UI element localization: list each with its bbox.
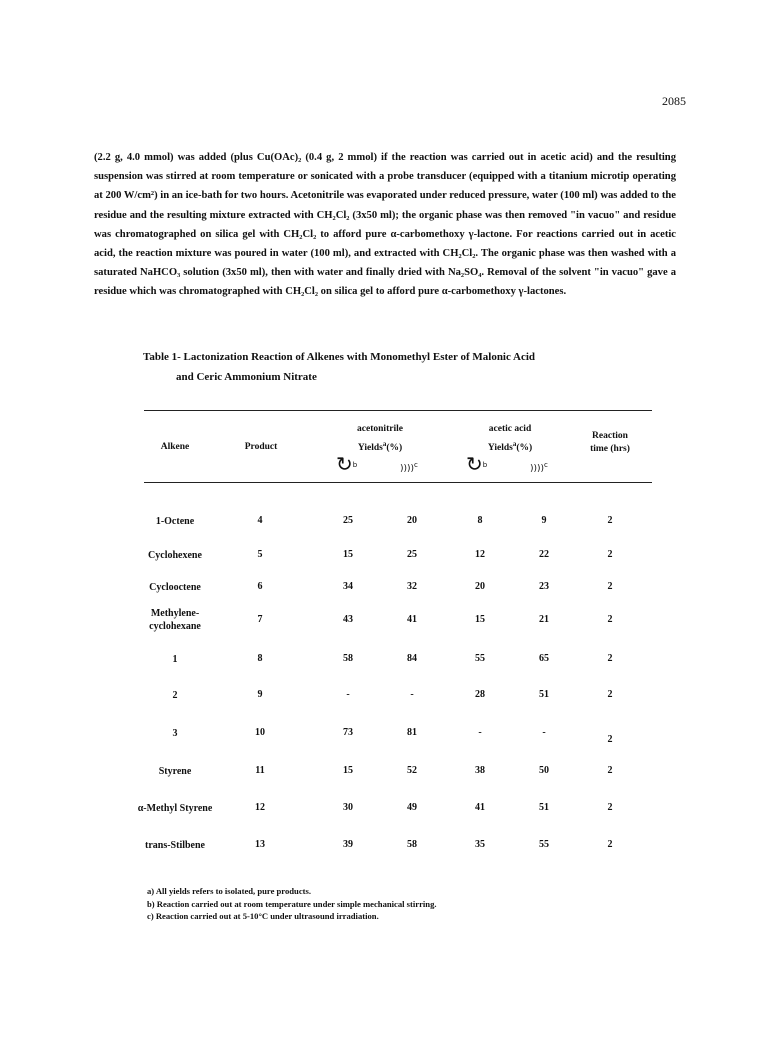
cell-acn-sonic: 41 — [407, 614, 417, 625]
cell-ac-stir: 41 — [475, 802, 485, 813]
header-acetic-acid: acetic acid — [488, 424, 532, 434]
cell-acn-stir: 39 — [343, 839, 353, 850]
cell-product: 6 — [257, 581, 263, 592]
cell-ac-stir: 15 — [475, 614, 485, 625]
cell-acn-sonic: 20 — [407, 515, 417, 526]
cell-acn-sonic: 52 — [407, 765, 417, 776]
cell-ac-stir: 12 — [475, 549, 485, 560]
cell-alkene: α-Methyl Styrene — [137, 803, 213, 814]
cell-alkene: Cyclooctene — [149, 582, 201, 593]
cell-alkene: 1-Octene — [155, 516, 195, 527]
cell-alkene: Cyclohexene — [148, 550, 202, 561]
table-caption-line1: Table 1- Lactonization Reaction of Alkenes with Monomethyl Ester of Malonic Acid — [143, 351, 536, 363]
cell-product: 13 — [255, 839, 265, 850]
table-top-rule — [144, 410, 652, 411]
cell-acn-stir: 15 — [343, 765, 353, 776]
cell-alkene: Styrene — [158, 766, 192, 777]
cell-acn-sonic: 32 — [407, 581, 417, 592]
stirring-icon: ↻$^b$ — [466, 452, 488, 476]
cell-ac-stir: 8 — [477, 515, 483, 526]
cell-time: 2 — [607, 734, 613, 745]
cell-product: 8 — [257, 653, 263, 664]
cell-time: 2 — [607, 515, 613, 526]
cell-alkene: 2 — [172, 690, 178, 701]
cell-ac-sonic: 50 — [539, 765, 549, 776]
cell-ac-sonic: 22 — [539, 549, 549, 560]
cell-product: 7 — [257, 614, 263, 625]
header-product: Product — [244, 442, 278, 452]
cell-ac-stir: 35 — [475, 839, 485, 850]
cell-acn-sonic: - — [410, 689, 414, 700]
footnote-c: c) Reaction carried out at 5-10°C under ultrasound irradiation. — [147, 911, 379, 921]
cell-time: 2 — [607, 614, 613, 625]
cell-time: 2 — [607, 653, 613, 664]
cell-time: 2 — [607, 549, 613, 560]
cell-acn-stir: 15 — [343, 549, 353, 560]
cell-acn-stir: 58 — [343, 653, 353, 664]
cell-ac-stir: 38 — [475, 765, 485, 776]
table-header-rule — [144, 482, 652, 483]
header-acetonitrile: acetonitrile — [357, 424, 403, 434]
cell-acn-stir: 34 — [343, 581, 353, 592]
cell-ac-sonic: - — [542, 727, 546, 738]
cell-alkene: Methylene- cyclohexane — [149, 608, 201, 632]
cell-product: 9 — [257, 689, 263, 700]
cell-acn-stir: 30 — [343, 802, 353, 813]
cell-acn-stir: - — [346, 689, 350, 700]
ultrasound-icon: ))))$^c$ — [530, 461, 548, 474]
cell-product: 5 — [257, 549, 263, 560]
cell-acn-stir: 73 — [343, 727, 353, 738]
footnote-a: a) All yields refers to isolated, pure products. — [147, 886, 311, 896]
cell-ac-sonic: 23 — [539, 581, 549, 592]
stirring-icon: ↻$^b$ — [336, 452, 358, 476]
cell-acn-sonic: 81 — [407, 727, 417, 738]
table-footnotes — [147, 885, 647, 923]
cell-ac-sonic: 55 — [539, 839, 549, 850]
cell-time: 2 — [607, 581, 613, 592]
cell-product: 11 — [255, 765, 265, 776]
cell-time: 2 — [607, 802, 613, 813]
header-acetonitrile-yields: Yields$^a$(%) — [357, 440, 403, 454]
cell-ac-stir: - — [478, 727, 482, 738]
cell-acn-sonic: 25 — [407, 549, 417, 560]
cell-ac-sonic: 9 — [541, 515, 547, 526]
cell-acn-sonic: 58 — [407, 839, 417, 850]
body-paragraph: (2.2 g, 4.0 mmol) was added (plus Cu(OAc)₂ (0.4 g, 2 mmol) if the reaction was carried out in acetic acid) and the resulting suspension was stirred at room temperature or sonicated with a probe transducer (equipped with a titanium microtip operating at 200 W/cm²) in an ice-bath for two hours. Acetonitrile was evaporated under reduced pressure, water (100 ml) was added to the residue and the resulting mixture extracted with CH₂Cl₂ (3x50 ml); the organic phase was then removed "in vacuo" and residue was chromatographed on silica gel with CH₂Cl₂ to afford pure α-carbomethoxy γ-lactone. For reactions carried out in acetic acid, the reaction mixture was poured in water (100 ml), and extracted with CH₂Cl₂. The organic phase was then washed with a saturated NaHCO₃ solution (3x50 ml), then with water and finally dried with Na₂SO₄. Removal of the solvent "in vacuo" gave a residue which was chromatographed with CH₂Cl₂ on silica gel to afford pure α-carbomethoxy γ-lactones. — [94, 152, 676, 298]
cell-ac-sonic: 51 — [539, 802, 549, 813]
cell-product: 12 — [255, 802, 265, 813]
cell-acn-sonic: 84 — [407, 653, 417, 664]
cell-acn-stir: 43 — [343, 614, 353, 625]
page-number: 2085 — [662, 94, 686, 108]
cell-product: 4 — [257, 515, 263, 526]
cell-time: 2 — [607, 765, 613, 776]
table-caption-line2: and Ceric Ammonium Nitrate — [176, 371, 317, 383]
cell-ac-sonic: 65 — [539, 653, 549, 664]
ultrasound-icon: ))))$^c$ — [400, 461, 418, 474]
cell-alkene: 1 — [172, 654, 178, 665]
cell-ac-sonic: 51 — [539, 689, 549, 700]
cell-product: 10 — [255, 727, 265, 738]
footnote-b: b) Reaction carried out at room temperature under simple mechanical stirring. — [147, 898, 437, 909]
cell-time: 2 — [607, 689, 613, 700]
cell-alkene: 3 — [172, 728, 178, 739]
cell-ac-stir: 28 — [475, 689, 485, 700]
cell-ac-stir: 55 — [475, 653, 485, 664]
table-caption — [143, 347, 663, 387]
cell-acn-sonic: 49 — [407, 802, 417, 813]
header-acetic-yields: Yields$^a$(%) — [487, 440, 533, 454]
header-alkene: Alkene — [160, 442, 190, 452]
cell-alkene: trans-Stilbene — [145, 840, 205, 851]
cell-ac-sonic: 21 — [539, 614, 549, 625]
cell-acn-stir: 25 — [343, 515, 353, 526]
cell-ac-stir: 20 — [475, 581, 485, 592]
header-reaction-time: Reaction time (hrs) — [590, 431, 630, 454]
cell-time: 2 — [607, 839, 613, 850]
